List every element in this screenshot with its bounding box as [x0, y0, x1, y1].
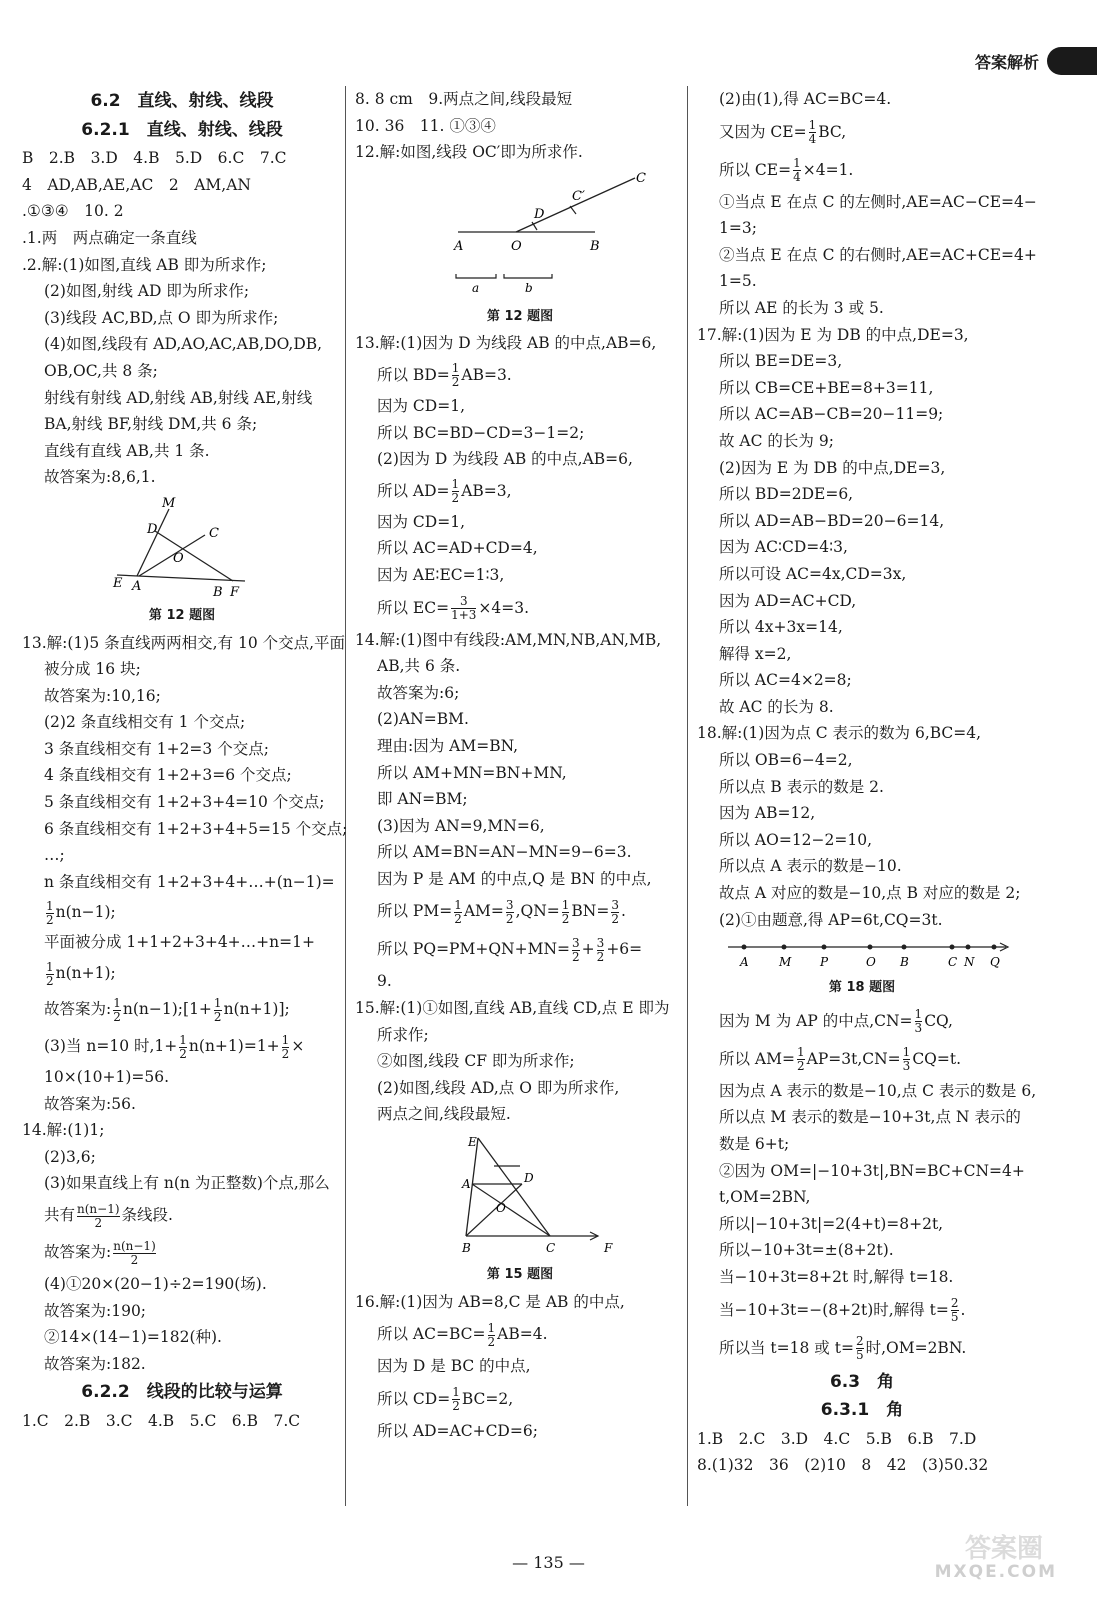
text-line: 9.	[377, 972, 392, 991]
formula-line: 所以 BD= $\frac{1}{2}$ AB=3.	[377, 361, 512, 390]
text-line: (4)如图,线段有 AD,AO,AC,AB,DO,DB,	[44, 335, 323, 354]
text-line: 所以 OB=6−4=2,	[719, 751, 853, 770]
formula-line: $\frac{1}{2}$ n(n−1);	[46, 898, 116, 927]
text-line: 13.解:(1)5 条直线两两相交,有 10 个交点,平面	[22, 633, 346, 652]
watermark-top-text: 答案圈	[964, 1534, 1043, 1564]
fig-label: O	[173, 550, 184, 566]
fraction: $\frac{1}{2}$	[46, 898, 54, 927]
formula-line: 所以 PQ=PM+QN+MN= $\frac{3}{2}$ + $\frac{3}{2}$ +6=	[377, 935, 643, 964]
text-line: 即 AN=BM;	[377, 790, 468, 809]
text-line: 18.解:(1)因为点 C 表示的数为 6,BC=4,	[697, 724, 982, 743]
fraction: $\frac{2}{5}$	[950, 1296, 959, 1325]
text-line: 故答案为:56.	[44, 1094, 136, 1113]
text-line: 所求作;	[377, 1025, 429, 1044]
column-divider-1	[345, 86, 346, 1506]
text-line: (2)如图,线段 AD,点 O 即为所求作,	[377, 1078, 620, 1097]
page-header	[975, 44, 1097, 78]
fig-label: C	[209, 525, 219, 541]
formula-line: 所以 CD= $\frac{1}{2}$ BC=2,	[377, 1385, 514, 1414]
text-line: 1=3;	[719, 219, 757, 238]
text-line: n 条直线相交有 1+2+3+4+…+(n−1)=	[44, 872, 335, 891]
numline-label: A	[740, 955, 749, 970]
column-1	[22, 86, 348, 1435]
text-line: 10. 36 11. ①③④	[355, 116, 496, 135]
text-line: (2)因为 D 为线段 AB 的中点,AB=6,	[377, 450, 633, 469]
fraction: $\frac{1}{4}$	[793, 156, 801, 185]
formula-line: 故答案为: $\frac{1}{2}$ n(n−1);[1+ $\frac{1}{2}$ n(n+1)];	[44, 995, 290, 1024]
fig-label: F	[230, 584, 240, 599]
section-title-6-3-1: 6.3.1 角	[820, 1400, 904, 1421]
column-2	[355, 86, 685, 1444]
text-line: 故答案为:6;	[377, 683, 460, 702]
text-line: (2)2 条直线相交有 1 个交点;	[44, 713, 246, 732]
formula-line: 又因为 CE= $\frac{1}{4}$ BC,	[719, 118, 847, 147]
text-line: 10×(10+1)=56.	[44, 1068, 170, 1087]
text-line: 所以点 A 表示的数是−10.	[719, 857, 902, 876]
text-line: ②如图,线段 CF 即为所求作;	[377, 1052, 575, 1071]
text-line: 3 条直线相交有 1+2=3 个交点;	[44, 739, 269, 758]
section-title-6-2: 6.2 直线、射线、线段	[90, 91, 274, 111]
text-line: 因为 AD=AC+CD,	[719, 591, 857, 610]
text-line: 故答案为:8,6,1.	[44, 468, 156, 487]
fraction: $\frac{1}{2}$	[796, 1045, 805, 1074]
text-line: 因为 D 是 BC 的中点,	[377, 1357, 531, 1376]
text-line: (2)如图,射线 AD 即为所求作;	[44, 282, 250, 301]
formula-line: 所以 PM= $\frac{1}{2}$ AM= $\frac{3}{2}$ ,QN= $\frac{1}{2}$ BN= $\frac{3}{2}$ .	[377, 897, 626, 926]
fig-label: E	[468, 1135, 477, 1150]
formula-line: 当−10+3t=−(8+2t)时,解得 t= $\frac{2}{5}$ .	[719, 1296, 966, 1325]
text-line: 4 AD,AB,AE,AC 2 AM,AN	[22, 175, 251, 194]
text-line: 解得 x=2,	[719, 644, 792, 663]
text-line: 所以 AC=AD+CD=4,	[377, 539, 538, 558]
text-line: 6 条直线相交有 1+2+3+4+5=15 个交点;	[44, 819, 348, 838]
text-line: (2)由(1),得 AC=BC=4.	[719, 90, 892, 108]
text-line: 所以|−10+3t|=2(4+t)=8+2t,	[719, 1214, 944, 1233]
fraction: $\frac{1}{2}$	[179, 1032, 187, 1061]
text-line: (2)①由题意,得 AP=6t,CQ=3t.	[719, 910, 943, 929]
fraction: $\frac{n(n-1)}{2}$	[113, 1238, 156, 1267]
fraction: $\frac{1}{2}$	[451, 361, 460, 390]
column-divider-2	[687, 86, 688, 1506]
numline-label: N	[964, 955, 975, 970]
numline-label: O	[866, 955, 876, 970]
fig-label: A	[462, 1177, 471, 1192]
fig-label: B	[590, 238, 600, 254]
fraction: $\frac{1}{3}$	[914, 1007, 923, 1036]
text-line: 所以 BE=DE=3,	[719, 352, 843, 371]
text-line: (4)①20×(20−1)÷2=190(场).	[44, 1275, 267, 1293]
text-line: 所以 4x+3x=14,	[719, 618, 843, 637]
fig-label: O	[496, 1201, 506, 1216]
text-line: 故答案为:182.	[44, 1354, 146, 1373]
page-number: — 135 —	[512, 1553, 585, 1572]
text-line: 所以可设 AC=4x,CD=3x,	[719, 564, 907, 583]
text-line: (3)如果直线上有 n(n 为正整数)个点,那么	[44, 1174, 330, 1193]
text-line: .2.解:(1)如图,直线 AB 即为所求作;	[22, 255, 267, 274]
text-line: 两点之间,线段最短.	[377, 1105, 511, 1124]
fig-label: D	[534, 206, 545, 222]
formula-line: 所以 AD= $\frac{1}{2}$ AB=3,	[377, 477, 512, 506]
text-line: 因为 AE∶EC=1∶3,	[377, 565, 505, 584]
formula-line: 因为 M 为 AP 的中点,CN= $\frac{1}{3}$ CQ,	[719, 1007, 953, 1036]
text-line: ①当点 E 在点 C 的左侧时,AE=AC−CE=4−	[719, 192, 1037, 211]
text-line: 所以−10+3t=±(8+2t).	[719, 1241, 894, 1260]
fig-label: b	[525, 280, 533, 295]
text-line: 理由:因为 AM=BN,	[377, 736, 519, 755]
fig-label: a	[472, 280, 480, 295]
text-line: 17.解:(1)因为 E 为 DB 的中点,DE=3,	[697, 325, 969, 344]
text-line: 4 条直线相交有 1+2+3=6 个交点;	[44, 766, 292, 785]
fraction: $\frac{1}{2}$	[487, 1320, 496, 1349]
formula-line: (3)当 n=10 时,1+ $\frac{1}{2}$ n(n+1)=1+ $\frac{1}{2}$ ×	[44, 1032, 305, 1061]
numline-label: B	[900, 955, 909, 970]
text-line: 所以 AC=4×2=8;	[719, 671, 852, 690]
formula-line: 故答案为: $\frac{n(n-1)}{2}$	[44, 1238, 156, 1267]
text-line: (3)线段 AC,BD,点 O 即为所求作;	[44, 308, 279, 327]
fraction: $\frac{3}{2}$	[611, 897, 619, 926]
fig-label: M	[162, 495, 176, 511]
text-line: 所以点 B 表示的数是 2.	[719, 777, 884, 796]
numline-label: P	[820, 955, 829, 970]
figure-18-number-line	[712, 937, 1012, 971]
figure-15-construction	[420, 1132, 620, 1258]
fig-label: C	[546, 1241, 556, 1256]
fraction: $\frac{3}{1+3}$	[451, 594, 477, 623]
section-title-6-3: 6.3 角	[829, 1371, 895, 1392]
text-line: 因为 CD=1,	[377, 396, 465, 415]
formula-line: 所以当 t=18 或 t= $\frac{2}{5}$ 时,OM=2BN.	[719, 1334, 967, 1363]
formula-line: 所以 CE= $\frac{1}{4}$ ×4=1.	[719, 156, 854, 185]
text-line: 1=5.	[719, 272, 757, 291]
text-line: t,OM=2BN,	[719, 1188, 811, 1207]
fig-label: A	[454, 238, 464, 254]
text-line: …;	[44, 846, 65, 865]
text-line: 5 条直线相交有 1+2+3+4=10 个交点;	[44, 793, 325, 812]
text-line: 因为 P 是 AM 的中点,Q 是 BN 的中点,	[377, 869, 652, 888]
fig-label: B	[213, 584, 223, 599]
formula-line: 所以 AC=BC= $\frac{1}{2}$ AB=4.	[377, 1320, 548, 1349]
section-title-6-2-2: 6.2.2 线段的比较与运算	[81, 1382, 283, 1403]
text-line: 故 AC 的长为 8.	[719, 697, 834, 716]
text-line: 平面被分成 1+1+2+3+4+…+n=1+	[44, 933, 315, 952]
text-line: (2)3,6;	[44, 1147, 96, 1166]
numline-label: Q	[990, 955, 1000, 970]
figure-caption: 第 15 题图	[486, 1267, 554, 1283]
fig-label: O	[511, 238, 522, 254]
fig-label: C′	[572, 188, 585, 204]
formula-line: $\frac{1}{2}$ n(n+1);	[46, 959, 116, 988]
text-line: ②14×(14−1)=182(种).	[44, 1328, 222, 1347]
text-line: B 2.B 3.D 4.B 5.D 6.C 7.C	[22, 149, 287, 168]
column-3	[697, 86, 1037, 1479]
figure-caption: 第 12 题图	[148, 607, 216, 623]
fig-label: B	[462, 1241, 471, 1256]
fig-label: C	[636, 170, 646, 186]
fraction: $\frac{1}{3}$	[902, 1045, 911, 1074]
fig-label: D	[524, 1171, 534, 1186]
fraction: $\frac{1}{2}$	[213, 995, 222, 1024]
text-line: 所以 AC=AB−CB=20−11=9;	[719, 405, 944, 424]
text-line: OB,OC,共 8 条;	[44, 361, 158, 380]
formula-line: 所以 AM= $\frac{1}{2}$ AP=3t,CN= $\frac{1}{3}$ CQ=t.	[719, 1045, 962, 1074]
text-line: 因为 CD=1,	[377, 512, 465, 531]
text-line: 故答案为:10,16;	[44, 686, 161, 705]
text-line: 因为点 A 表示的数是−10,点 C 表示的数是 6,	[719, 1081, 1037, 1100]
text-line: 所以 AM=BN=AN−MN=9−6=3.	[377, 843, 632, 862]
text-line: 因为 AB=12,	[719, 804, 816, 823]
text-line: 所以 AE 的长为 3 或 5.	[719, 298, 884, 317]
fraction: $\frac{1}{2}$	[281, 1032, 290, 1061]
text-line: ②当点 E 在点 C 的右侧时,AE=AC+CE=4+	[719, 245, 1037, 264]
text-line: 所以 BD=2DE=6,	[719, 485, 854, 504]
text-line: 故答案为:190;	[44, 1301, 147, 1320]
fraction: $\frac{1}{2}$	[454, 897, 462, 926]
text-line: 14.解:(1)1;	[22, 1121, 105, 1140]
text-line: 15.解:(1)①如图,直线 AB,直线 CD,点 E 即为	[355, 999, 670, 1018]
text-line: (2)因为 E 为 DB 的中点,DE=3,	[719, 458, 946, 477]
fig-label: F	[604, 1241, 613, 1256]
text-line: 13.解:(1)因为 D 为线段 AB 的中点,AB=6,	[355, 334, 657, 353]
formula-line: 所以 EC= $\frac{3}{1+3}$ ×4=3.	[377, 594, 530, 623]
text-line: 故 AC 的长为 9;	[719, 431, 834, 450]
text-line: 14.解:(1)图中有线段:AM,MN,NB,AN,MB,	[355, 630, 662, 649]
text-line: 所以 AM+MN=BN+MN,	[377, 763, 567, 782]
text-line: 因为 AC∶CD=4∶3,	[719, 538, 848, 557]
text-line: 所以 AO=12−2=10,	[719, 830, 873, 849]
fraction: $\frac{1}{2}$	[561, 897, 570, 926]
watermark-text: MXQE.COM	[934, 1562, 1057, 1582]
fraction: $\frac{3}{2}$	[572, 935, 580, 964]
fig-label: D	[147, 521, 158, 537]
fig-label: E	[113, 575, 123, 591]
text-line: 12.解:如图,线段 OC′即为所求作.	[355, 143, 583, 162]
text-line: 1.C 2.B 3.C 4.B 5.C 6.B 7.C	[22, 1411, 301, 1430]
fraction: $\frac{1}{2}$	[451, 477, 460, 506]
fraction: $\frac{3}{2}$	[505, 897, 514, 926]
formula-line: 共有 $\frac{n(n-1)}{2}$ 条线段.	[44, 1201, 173, 1230]
text-line: 当−10+3t=8+2t 时,解得 t=18.	[719, 1267, 954, 1286]
text-line: (2)AN=BM.	[377, 710, 469, 729]
fraction: $\frac{2}{5}$	[855, 1334, 864, 1363]
text-line: 直线有直线 AB,共 1 条.	[44, 441, 210, 460]
fraction: $\frac{1}{2}$	[46, 959, 54, 988]
text-line: 所以 AD=AC+CD=6;	[377, 1421, 538, 1440]
text-line: (3)因为 AN=9,MN=6,	[377, 816, 545, 835]
header-title: 答案解析	[974, 52, 1039, 72]
figure-12-lines-rays	[107, 495, 257, 599]
figure-caption: 第 12 题图	[486, 308, 554, 324]
fraction: $\frac{3}{2}$	[596, 935, 605, 964]
numline-label: C	[948, 955, 958, 970]
numline-label: M	[779, 955, 792, 970]
text-line: 被分成 16 块;	[44, 660, 141, 679]
text-line: 所以 AD=AB−BD=20−6=14,	[719, 511, 945, 530]
fraction: $\frac{1}{2}$	[452, 1385, 460, 1414]
text-line: ②因为 OM=|−10+3t|,BN=BC+CN=4+	[719, 1161, 1025, 1180]
figure-12-segment-construction	[380, 170, 660, 300]
section-title-6-2-1: 6.2.1 直线、射线、线段	[81, 119, 283, 140]
fig-label: A	[132, 578, 142, 594]
text-line: 射线有射线 AD,射线 AB,射线 AE,射线	[44, 388, 313, 407]
text-line: 8. 8 cm 9.两点之间,线段最短	[355, 90, 573, 108]
text-line: 16.解:(1)因为 AB=8,C 是 AB 的中点,	[355, 1292, 625, 1311]
text-line: 所以点 M 表示的数是−10+3t,点 N 表示的	[719, 1108, 1021, 1127]
text-line: 所以 BC=BD−CD=3−1=2;	[377, 423, 585, 442]
fraction: $\frac{1}{4}$	[808, 118, 817, 147]
watermark-logo	[907, 1528, 1057, 1586]
figure-caption: 第 18 题图	[828, 980, 896, 996]
text-line: 数是 6+t;	[719, 1135, 790, 1153]
text-line: .1.两 两点确定一条直线	[22, 228, 197, 247]
text-line: 8.(1)32 36 (2)10 8 42 (3)50.32	[697, 1456, 989, 1475]
text-line: .①③④ 10. 2	[22, 202, 124, 221]
text-line: 所以 CB=CE+BE=8+3=11,	[719, 378, 934, 397]
text-line: AB,共 6 条.	[377, 657, 461, 676]
fraction: $\frac{n(n-1)}{2}$	[77, 1201, 120, 1230]
header-tab-marker	[1047, 47, 1097, 75]
fraction: $\frac{1}{2}$	[113, 995, 121, 1024]
text-line: 1.B 2.C 3.D 4.C 5.B 6.B 7.D	[697, 1429, 977, 1448]
text-line: 故点 A 对应的数是−10,点 B 对应的数是 2;	[719, 884, 1021, 903]
text-line: BA,射线 BF,射线 DM,共 6 条;	[44, 415, 258, 434]
